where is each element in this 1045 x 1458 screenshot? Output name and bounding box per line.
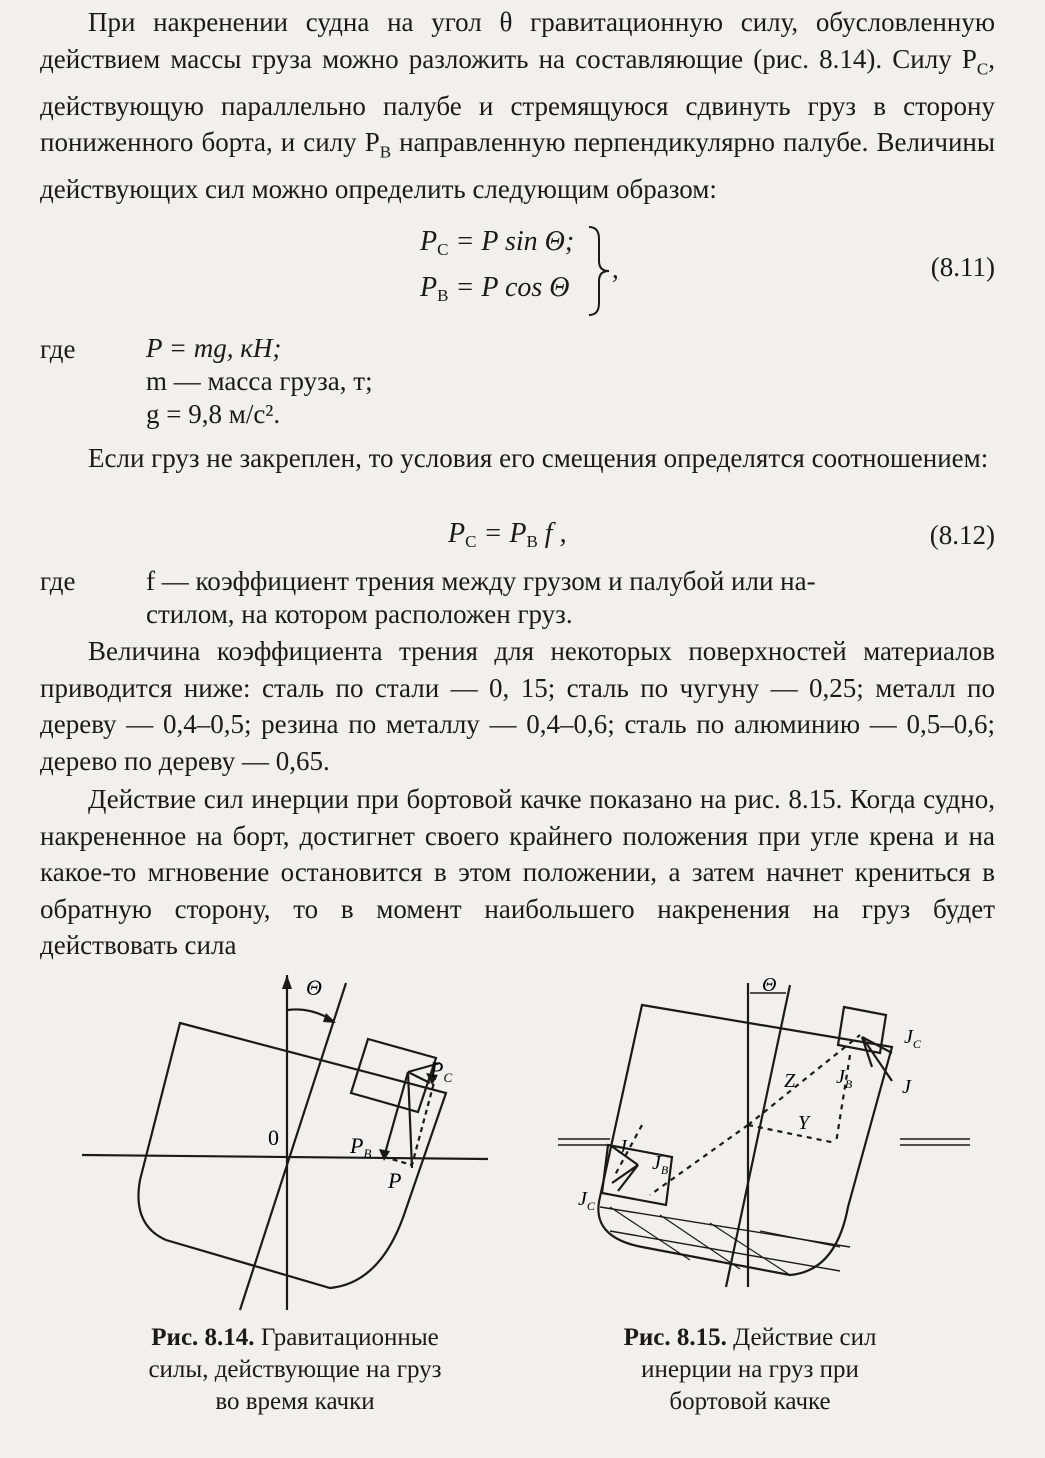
paragraph-1-sub-b: B [379, 142, 392, 162]
fig15-tilted-axis [726, 985, 790, 1287]
fig14-pc-label: $P_C$ [430, 1057, 453, 1085]
paragraph-1-text-c: направленную перпендикулярно палубе. Величины действующих сил можно определить следующим образом: [40, 127, 995, 205]
fig14-caption-line-3: во время качки [215, 1388, 375, 1415]
equation-brace [585, 225, 615, 317]
paragraph-1-text-a: При накренении судна на угол θ гравитационную силу, обусловленную действием массы груза можно разложить на составляющие (рис. 8.14). Силу P [40, 7, 995, 74]
fig14-caption-number: Рис. 8.14. [151, 1324, 255, 1351]
paragraph-1 [40, 4, 995, 208]
fig15-caption-number: Рис. 8.15. [623, 1324, 727, 1351]
definition-m: m — масса груза, т; [146, 366, 373, 396]
definition-g: g = 9,8 м/с². [146, 399, 281, 429]
fig14-origin-label: 0 [268, 1125, 279, 1150]
fig15-caption-line-3: бортовой качке [669, 1388, 831, 1415]
fig15-j-label-upper: J [902, 1076, 911, 1098]
paragraph-2: Если груз не закреплен, то условия его смещения определятся соотношением: [88, 443, 989, 473]
fig14-p-label: P [388, 1168, 402, 1193]
paragraph-1-text-b: , действующую параллельно палубе и стремящуюся сдвинуть груз в сторону пониженного борта, и силу P [40, 43, 995, 158]
definition-p: P = mg, кН; [146, 333, 282, 363]
fig15-z-label: Z [784, 1070, 796, 1092]
fig15-jc-label-upper: $J_C$ [904, 1026, 921, 1051]
fig14-pb-label: $P_B$ [350, 1133, 372, 1161]
fig15-caption-line-1: Действие сил [726, 1324, 877, 1351]
cargo-box [351, 1039, 436, 1112]
friction-definition [146, 565, 996, 631]
paragraph-1-sub-c: C [976, 58, 989, 78]
friction-definition-line-1: f — коэффициент трения между грузом и палубой или на- [146, 566, 816, 596]
fig15-caption [560, 1322, 940, 1418]
waterline [82, 1155, 488, 1159]
figure-8-14 [70, 965, 510, 1320]
equation-8-11-line-2: $P_B = P$ cos Θ [420, 272, 570, 305]
fig15-ship-hull [598, 1005, 892, 1275]
force-pb-vector [384, 1072, 408, 1157]
where-label-2: где [40, 566, 76, 596]
force-p-vector [408, 1072, 412, 1168]
fig15-j-label-lower: J [618, 1136, 627, 1158]
fig15-y-label: Y [798, 1112, 810, 1134]
equation-8-11-line-1: $P_C = P$ sin Θ; [420, 226, 575, 259]
equation-8-12: $P_C = P_B$ f , [448, 518, 567, 551]
fig14-caption-line-1: Гравитационные [254, 1324, 439, 1351]
paragraph-3: Величина коэффициента трения для некоторых поверхностей материалов приводится ниже: сталь по стали — 0, 15; сталь по чугуну — 0,25; металл по дереву — 0,4–0,5; резина по металлу — 0,4–0,6; сталь по алюминию — 0,5–0,6; дерево по дереву — 0,65. [40, 636, 995, 776]
fig15-theta-label: Θ [762, 975, 777, 996]
equation-number-8-11: (8.11) [930, 252, 995, 282]
paragraph-4: Действие сил инерции при бортовой качке показано на рис. 8.15. Когда судно, накрененное на борт, достигнет своего крайнего положения при угле крена и на какое-то мгновение остановится в этом положении, а затем начнет крениться в обратную сторону, то в момент наибольшего накренения на груз будет действовать сила [40, 784, 995, 961]
fig15-jb-label-lower: $J_B$ [652, 1152, 669, 1177]
fig14-theta-label: Θ [306, 975, 322, 1000]
fig15-jb-label-upper: $J_B$ [836, 1066, 853, 1091]
tilted-axis [240, 983, 346, 1310]
fig15-caption-line-2: инерции на груз при [641, 1356, 859, 1383]
where-label-1: где [40, 334, 76, 364]
figure-8-15 [550, 975, 990, 1295]
equation-number-8-12: (8.12) [929, 520, 995, 550]
fig14-caption-line-2: силы, действующие на груз [148, 1356, 442, 1383]
equation-comma: , [612, 254, 619, 284]
definition-list [146, 332, 373, 431]
fig15-jc-label-lower: $J_C$ [578, 1188, 595, 1213]
fig14-caption [95, 1322, 495, 1418]
friction-definition-line-2: стилом, на котором расположен груз. [146, 599, 573, 629]
